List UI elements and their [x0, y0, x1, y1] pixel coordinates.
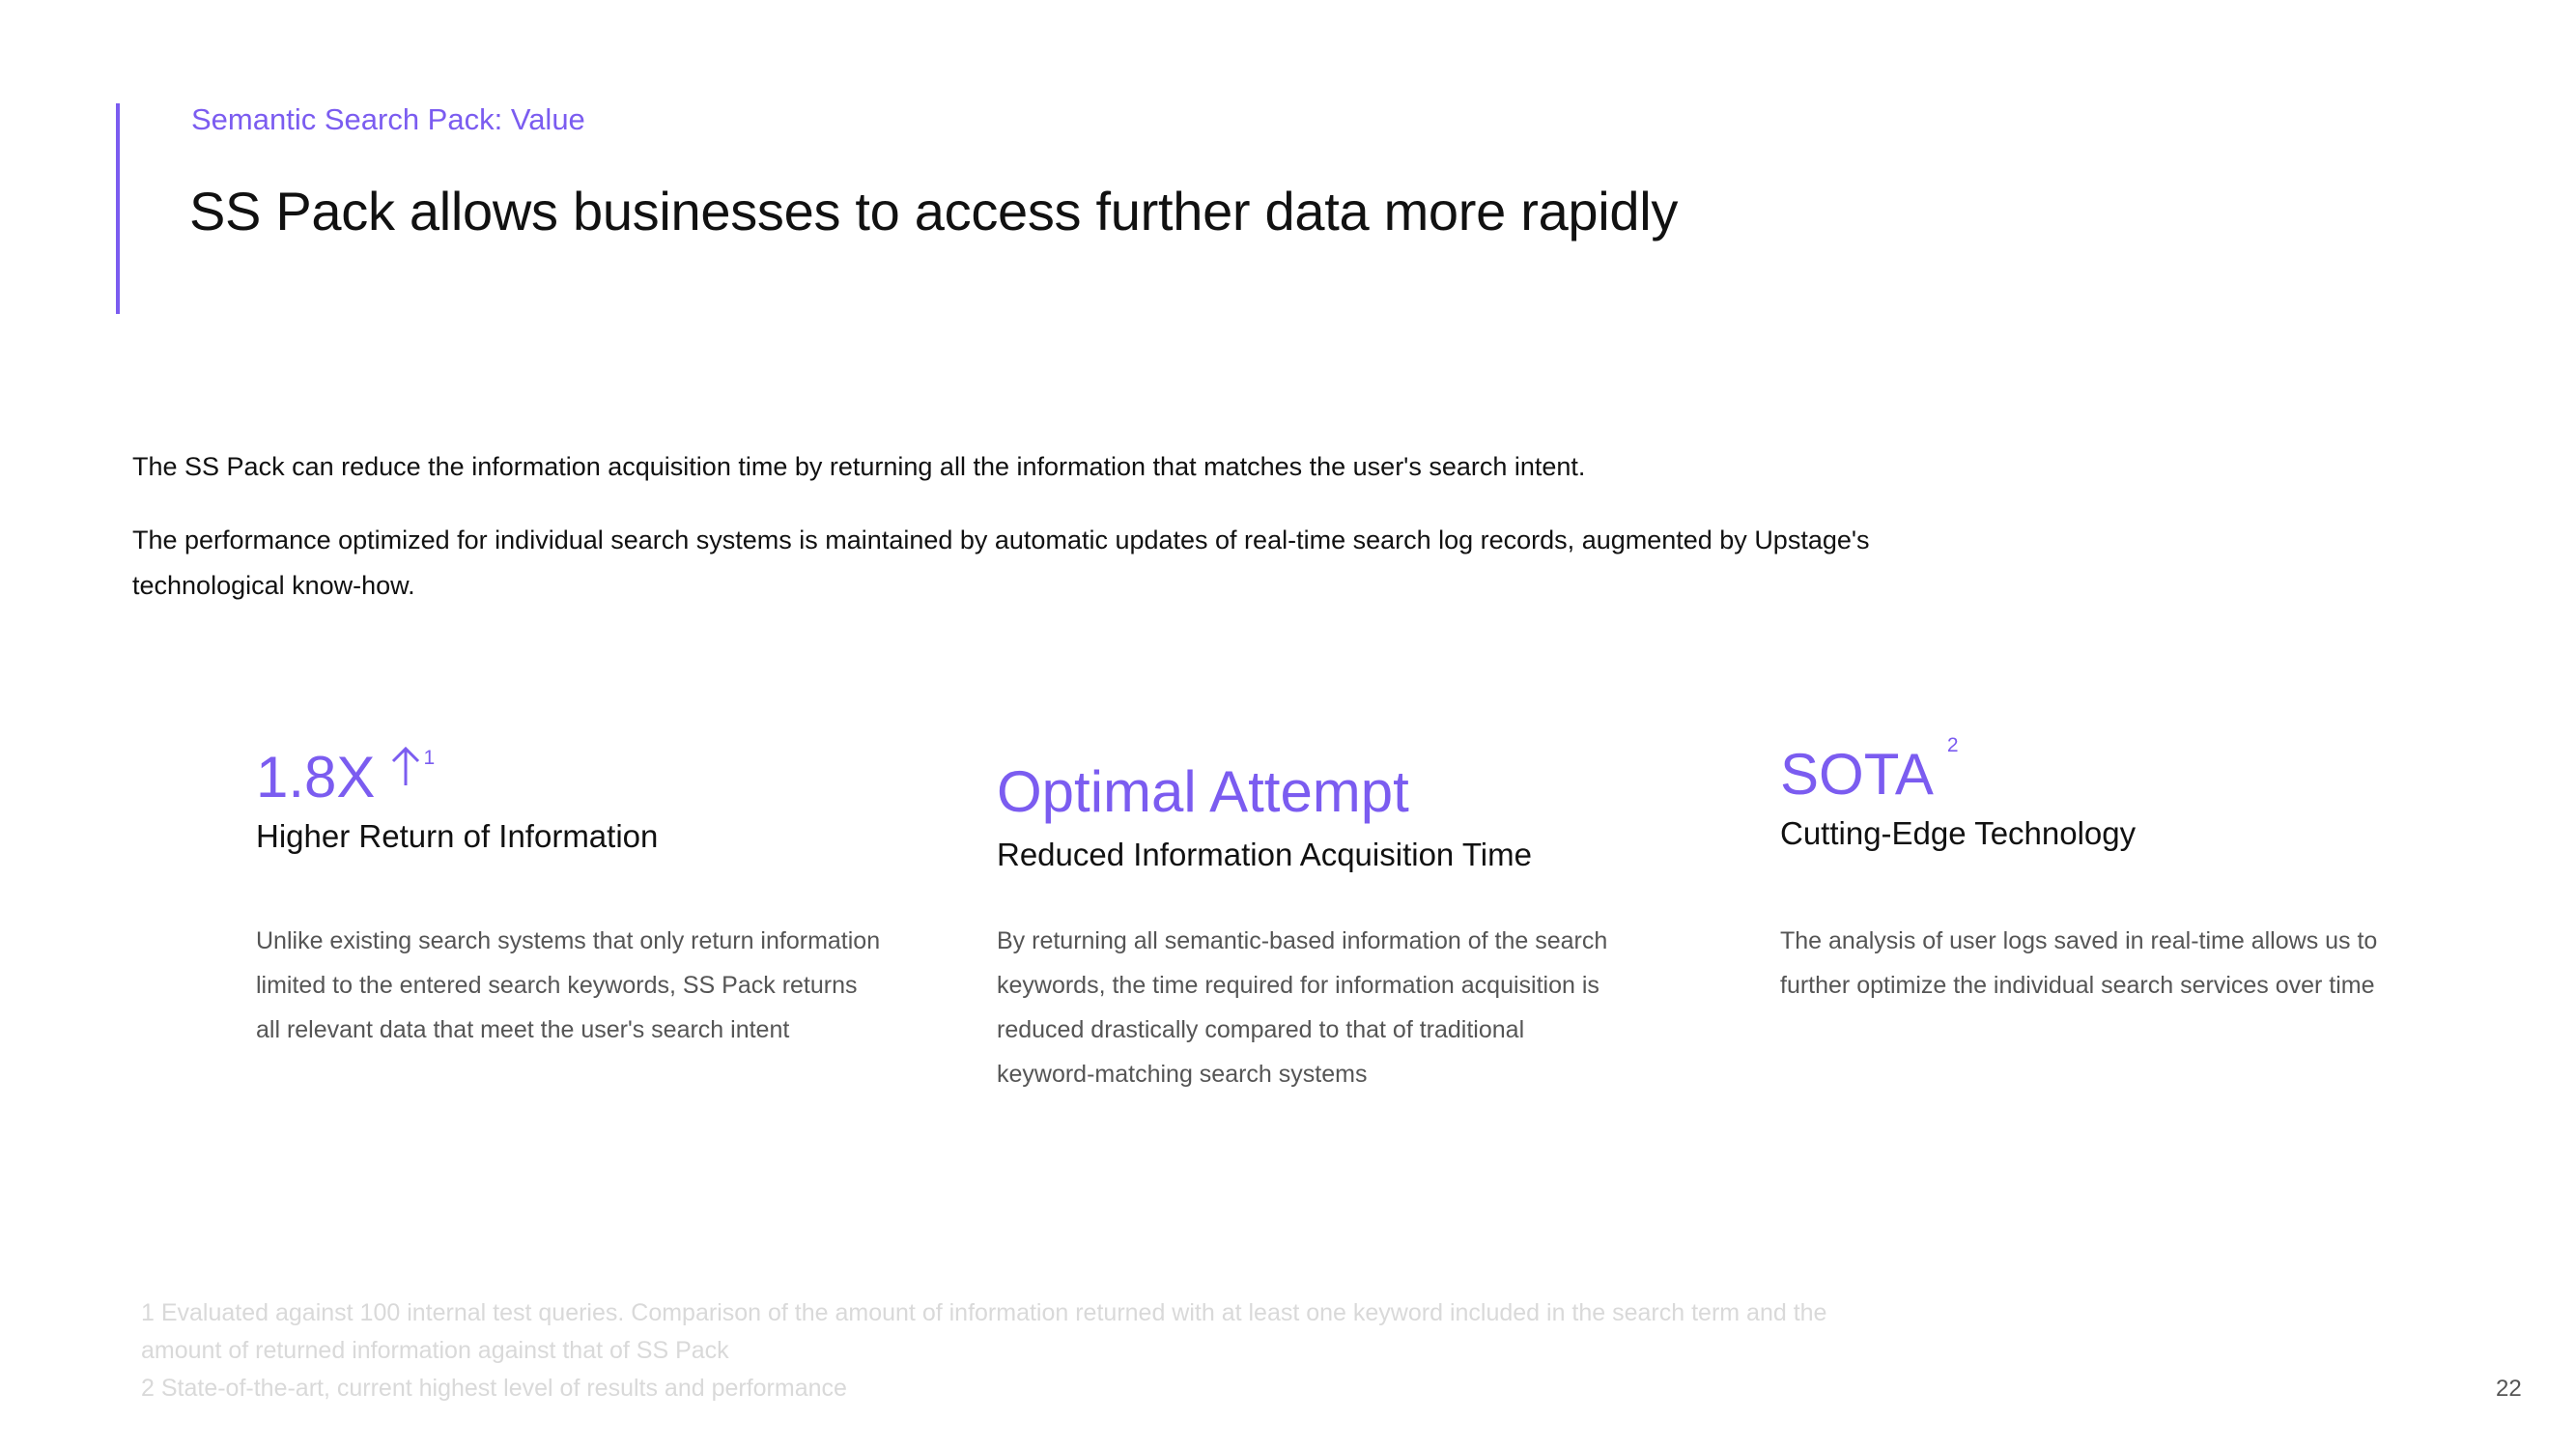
footnote-1: 1 Evaluated against 100 internal test queries. Comparison of the amount of information returned with at least one keyword included in the search term and the amount of returned information against that of SS Pack	[141, 1299, 1827, 1364]
metric-description: By returning all semantic-based information of the search keywords, the time required for information acquisition is reduced drastically compared to that of traditional keyword-matching search systems	[997, 927, 1608, 1088]
metric-headline	[256, 737, 884, 818]
metric-label: Cutting-Edge Technology	[1780, 815, 2137, 851]
footnote-ref: 1	[423, 747, 436, 769]
metric-label: Higher Return of Information	[256, 818, 659, 854]
footnote-2: 2 State-of-the-art, current highest level of results and performance	[141, 1375, 847, 1402]
metric-value: SOTA	[1780, 742, 1934, 807]
intro-paragraph-2: The performance optimized for individual search systems is maintained by automatic updates of real-time search log records, augmented by Upstage's technological know-how.	[132, 526, 1870, 600]
section-eyebrow: Semantic Search Pack: Value	[191, 102, 585, 136]
metric-description: Unlike existing search systems that only return information limited to the entered search keywords, SS Pack returns all relevant data that meet the user's search intent	[256, 927, 881, 1043]
title-accent-bar	[116, 103, 120, 314]
metric-card-time	[997, 752, 1625, 1088]
metric-label: Reduced Information Acquisition Time	[997, 837, 1532, 872]
footnote-ref: 2	[1946, 734, 1959, 756]
metric-headline	[1780, 734, 2408, 815]
metric-value: 1.8X	[256, 745, 376, 810]
metric-description: The analysis of user logs saved in real-time allows us to further optimize the individual search services over time	[1780, 927, 2378, 999]
intro-paragraph-1: The SS Pack can reduce the information acquisition time by returning all the information that matches the user's search intent.	[132, 452, 1586, 481]
metric-card-sota	[1780, 734, 2408, 999]
arrow-up-icon	[390, 745, 421, 787]
metric-card-return	[256, 737, 884, 1043]
metric-value: Optimal Attempt	[997, 759, 1409, 824]
footnotes	[141, 1294, 1899, 1407]
page-number: 22	[2496, 1376, 2522, 1402]
metric-headline	[997, 752, 1625, 833]
page-title: SS Pack allows businesses to access further data more rapidly	[189, 181, 1679, 242]
